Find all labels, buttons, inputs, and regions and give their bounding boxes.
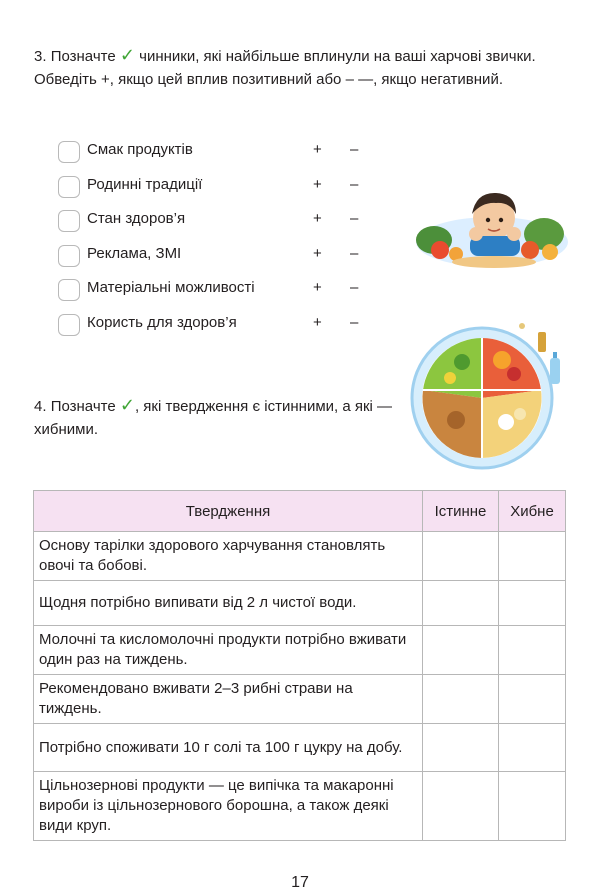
- minus-sign[interactable]: –: [350, 175, 359, 193]
- question-4-body: , які твердження є істинними, а які — хибними.: [34, 398, 393, 438]
- statement-cell: Молочні та кисломолочні продукти потрібно вживати один раз на тиждень.: [34, 626, 423, 675]
- statement-cell: Основу тарілки здорового харчування становлять овочі та бобові.: [34, 532, 423, 581]
- minus-sign[interactable]: –: [350, 141, 359, 158]
- factor-checkbox[interactable]: [58, 314, 80, 336]
- factor-checkbox[interactable]: [58, 176, 80, 198]
- table-header-row: [34, 491, 566, 532]
- true-cell[interactable]: [423, 581, 499, 626]
- false-cell[interactable]: [499, 724, 566, 772]
- header-statement: Твердження: [34, 491, 423, 532]
- true-cell[interactable]: [423, 675, 499, 724]
- factor-row: [58, 207, 368, 242]
- false-cell[interactable]: [499, 581, 566, 626]
- false-cell[interactable]: [499, 626, 566, 675]
- boy-with-food-illustration: [412, 184, 570, 270]
- false-cell[interactable]: [499, 772, 566, 841]
- statement-cell: Цільнозернові продукти — це випічка та макаронні вироби із цільнозернового борошна, а також деякі види круп.: [34, 772, 423, 841]
- factor-row: [58, 276, 368, 311]
- table-row: [34, 724, 566, 772]
- minus-sign[interactable]: –: [350, 244, 359, 262]
- question-3-text: [34, 44, 579, 91]
- healthy-plate-illustration: [410, 318, 576, 474]
- question-3-number: 3.: [34, 48, 47, 65]
- question-3-lead: Позначте: [50, 48, 116, 65]
- table-row: [34, 532, 566, 581]
- factor-label: Родинні традиції: [87, 175, 203, 193]
- checkmark-icon: ✓: [119, 395, 135, 415]
- factor-label: Користь для здоров’я: [87, 313, 237, 331]
- checkmark-icon: ✓: [119, 45, 135, 65]
- statement-cell: Потрібно споживати 10 г солі та 100 г цукру на добу.: [34, 724, 423, 772]
- question-3-body: чинники, які найбільше вплинули на ваші харчові звички. Обведіть +, якщо цей вплив позитивний або – —, якщо негативний.: [34, 48, 536, 88]
- factor-row: [58, 311, 368, 346]
- table-row: [34, 626, 566, 675]
- question-4-lead: Позначте: [50, 398, 116, 415]
- true-cell[interactable]: [423, 532, 499, 581]
- factor-checkbox[interactable]: [58, 245, 80, 267]
- page-number: 17: [291, 874, 309, 891]
- statement-cell: Щодня потрібно випивати від 2 л чистої води.: [34, 581, 423, 626]
- table-row: [34, 772, 566, 841]
- factor-checkbox[interactable]: [58, 141, 80, 163]
- factor-label: Стан здоров’я: [87, 210, 186, 227]
- minus-sign[interactable]: –: [350, 279, 359, 296]
- true-cell[interactable]: [423, 626, 499, 675]
- false-cell[interactable]: [499, 675, 566, 724]
- true-cell[interactable]: [423, 724, 499, 772]
- factor-row: [58, 173, 368, 208]
- plus-sign[interactable]: +: [313, 313, 322, 331]
- factor-label: Реклама, ЗМІ: [87, 244, 182, 262]
- false-cell[interactable]: [499, 532, 566, 581]
- plus-sign[interactable]: +: [313, 175, 322, 193]
- question-4-text: [34, 394, 414, 441]
- statement-cell: Рекомендовано вживати 2–3 рибні страви на тиждень.: [34, 675, 423, 724]
- table-row: [34, 581, 566, 626]
- plus-sign[interactable]: +: [313, 244, 322, 262]
- factor-label: Смак продуктів: [87, 141, 193, 158]
- factors-list: [58, 138, 368, 345]
- factor-row: [58, 138, 368, 173]
- question-4-number: 4.: [34, 398, 47, 415]
- table-row: [34, 675, 566, 724]
- plus-sign[interactable]: +: [313, 210, 322, 227]
- factor-label: Матеріальні можливості: [87, 279, 255, 296]
- factor-row: [58, 242, 368, 277]
- minus-sign[interactable]: –: [350, 210, 359, 227]
- factor-checkbox[interactable]: [58, 279, 80, 301]
- plus-sign[interactable]: +: [313, 141, 322, 158]
- statements-table: [33, 490, 566, 841]
- header-false: Хибне: [499, 491, 566, 532]
- factor-checkbox[interactable]: [58, 210, 80, 232]
- header-true: Істинне: [423, 491, 499, 532]
- true-cell[interactable]: [423, 772, 499, 841]
- plus-sign[interactable]: +: [313, 279, 322, 296]
- minus-sign[interactable]: –: [350, 313, 359, 331]
